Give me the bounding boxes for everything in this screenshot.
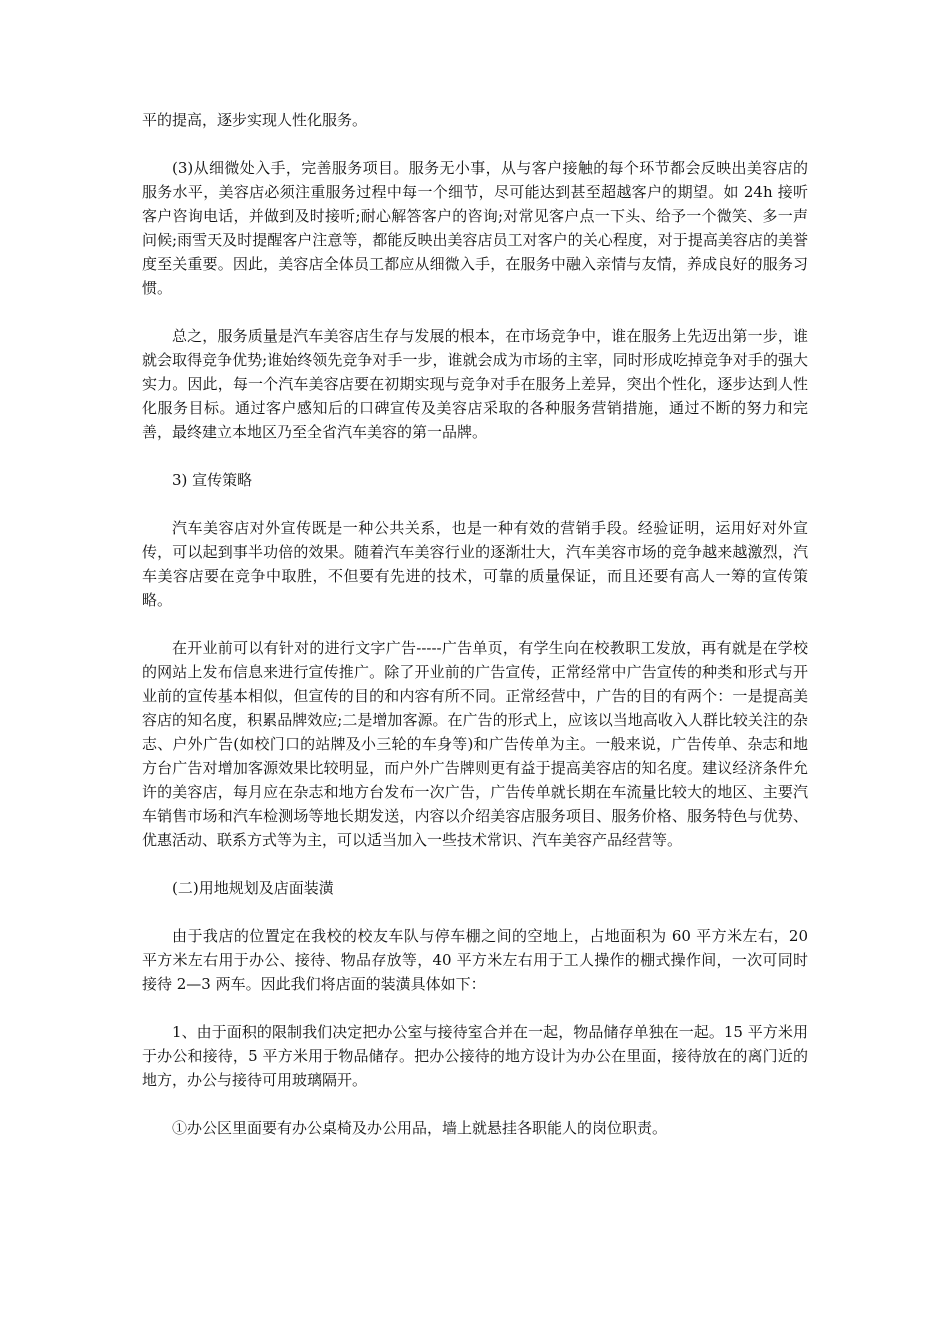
- paragraph-location: 由于我店的位置定在我校的校友车队与停车棚之间的空地上，占地面积为 60 平方米左右，20 平方米左右用于办公、接待、物品存放等，40 平方米左右用于工人操作的棚式操作间，一次可同时接待 2—3 两车。因此我们将店面的装潢具体如下：: [142, 927, 808, 993]
- paragraph-continuation: 平的提高，逐步实现人性化服务。: [142, 111, 368, 129]
- paragraph-promotion-intro: 汽车美容店对外宣传既是一种公共关系，也是一种有效的营销手段。经验证明，运用好对外宣传，可以起到事半功倍的效果。随着汽车美容行业的逐渐壮大，汽车美容市场的竞争越来越激烈，汽车美容店要在竞争中取胜，不但要有先进的技术，可靠的质量保证，而且还要有高人一筹的宣传策略。: [142, 519, 808, 609]
- paragraph-summary: 总之，服务质量是汽车美容店生存与发展的根本，在市场竞争中，谁在服务上先迈出第一步，谁就会取得竞争优势;谁始终领先竞争对手一步，谁就会成为市场的主宰，同时形成吃掉竞争对手的强大实力。因此，每一个汽车美容店要在初期实现与竞争对手在服务上差异，突出个性化，逐步达到人性化服务目标。通过客户感知后的口碑宣传及美容店采取的各种服务营销措施，通过不断的努力和完善，最终建立本地区乃至全省汽车美容的第一品牌。: [142, 327, 808, 441]
- section-heading-land-planning: (二)用地规划及店面装潢: [172, 879, 334, 897]
- document-page: [142, 108, 808, 1164]
- paragraph-advertising: 在开业前可以有针对的进行文字广告-----广告单页，有学生向在校教职工发放，再有就是在学校的网站上发布信息来进行宣传推广。除了开业前的广告宣传，正常经常中广告宣传的种类和形式与开业前的宣传基本相似，但宣传的目的和内容有所不同。正常经营中，广告的目的有两个：一是提高美容店的知名度，积累品牌效应;二是增加客源。在广告的形式上，应该以当地高收入人群比较关注的杂志、户外广告(如校门口的站牌及小三轮的车身等)和广告传单为主。一般来说，广告传单、杂志和地方台广告对增加客源效果比较明显，而户外广告牌则更有益于提高美容店的知名度。建议经济条件允许的美容店，每月应在杂志和地方台发布一次广告，广告传单就长期在车流量比较大的地区、主要汽车销售市场和汽车检测场等地长期发送，内容以介绍美容店服务项目、服务价格、服务特色与优势、优惠活动、联系方式等为主，可以适当加入一些技术常识、汽车美容产品经营等。: [142, 639, 808, 849]
- section-heading-promotion: 3) 宣传策略: [172, 471, 253, 489]
- paragraph-office-furniture: ①办公区里面要有办公桌椅及办公用品，墙上就悬挂各职能人的岗位职责。: [172, 1119, 668, 1137]
- paragraph-office-layout: 1、由于面积的限制我们决定把办公室与接待室合并在一起，物品储存单独在一起。15 平方米用于办公和接待，5 平方米用于物品储存。把办公接待的地方设计为办公在里面，接待放在的离门近的地方，办公与接待可用玻璃隔开。: [142, 1023, 808, 1089]
- paragraph-service-details: (3)从细微处入手，完善服务项目。服务无小事，从与客户接触的每个环节都会反映出美容店的服务水平，美容店必须注重服务过程中每一个细节，尽可能达到甚至超越客户的期望。如 24h 接听客户咨询电话，并做到及时接听;耐心解答客户的咨询;对常见客户点一下头、给予一个微笑、多一声问候;雨雪天及时提醒客户注意等，都能反映出美容店员工对客户的关心程度，对于提高美容店的美誉度至关重要。因此，美容店全体员工都应从细微入手，在服务中融入亲情与友情，养成良好的服务习惯。: [142, 159, 808, 297]
